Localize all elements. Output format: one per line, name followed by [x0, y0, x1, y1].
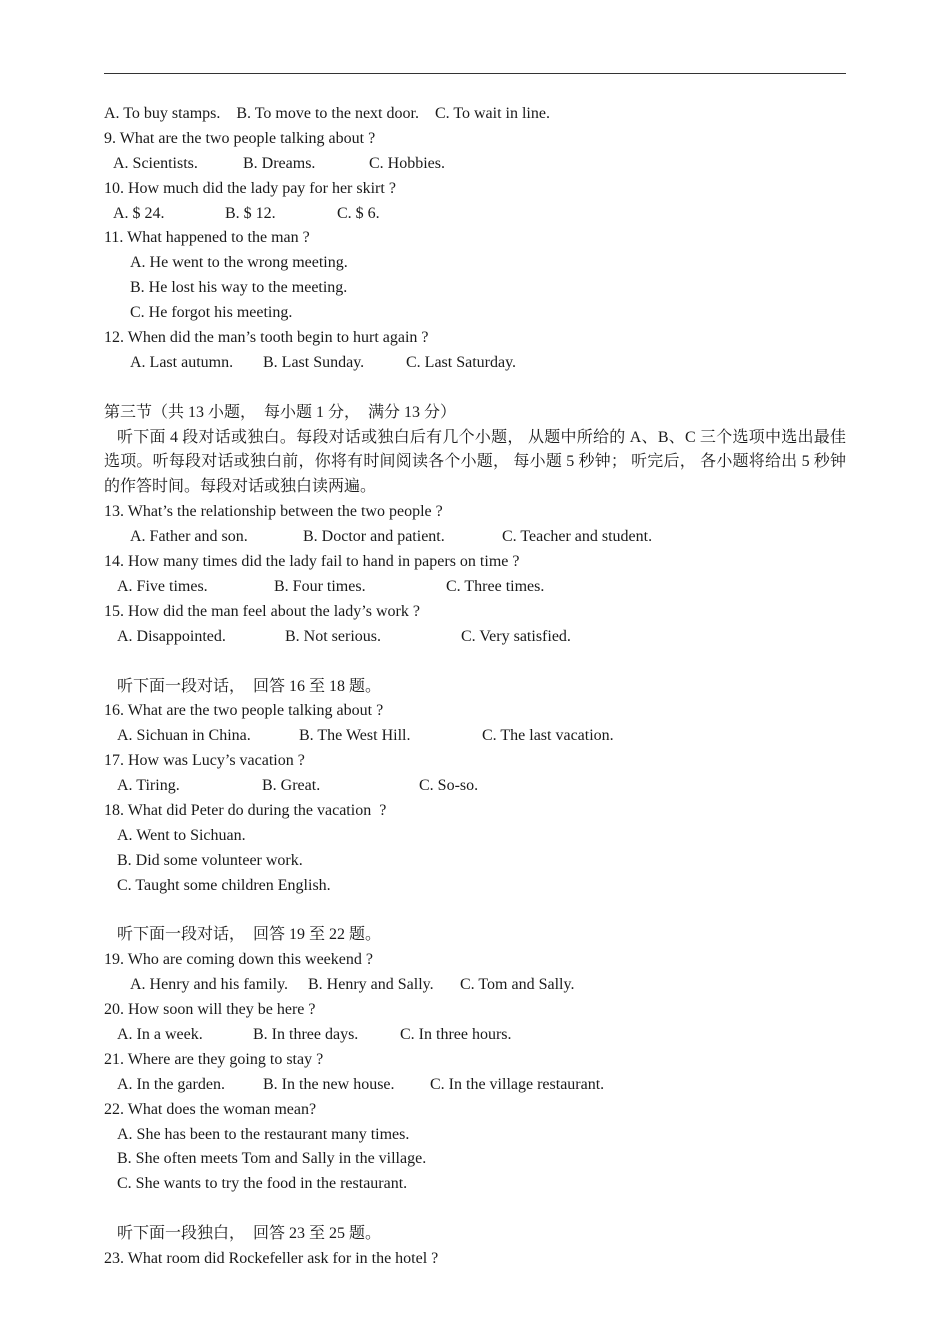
- option: B. She often meets Tom and Sally in the village.: [117, 1150, 427, 1168]
- option: B. In the new house.: [263, 1075, 395, 1093]
- option: C. The last vacation.: [482, 727, 614, 745]
- option: B. $ 12.: [225, 204, 276, 222]
- option: C. So-so.: [419, 777, 479, 795]
- option: C. She wants to try the food in the restaurant.: [117, 1175, 408, 1193]
- question-9: 9. What are the two people talking about ?: [104, 129, 376, 147]
- q16-options: [104, 724, 846, 749]
- option: A. Father and son.: [130, 528, 248, 546]
- option: A. Tiring.: [117, 777, 180, 795]
- section-3-instructions: 听下面 4 段对话或独白。每段对话或独白后有几个小题， 从题中所给的 A、B、C 三个选项中选出最佳选项。听每段对话或独白前，你将有时间阅读各个小题， 每小题 5 秒钟； 听完后， 各小题将给出 5 秒钟的作答时间。每段对话或独白读两遍。: [104, 428, 846, 496]
- option: C. $ 6.: [337, 204, 380, 222]
- option: C. In the village restaurant.: [430, 1075, 605, 1093]
- option: C. Hobbies.: [369, 154, 445, 172]
- option: A. $ 24.: [113, 204, 165, 222]
- q13-options: [104, 525, 846, 550]
- question-18: 18. What did Peter do during the vacation ?: [104, 801, 387, 819]
- q17-options: [104, 774, 846, 799]
- option: A. Henry and his family.: [130, 976, 289, 994]
- option: C. Taught some children English.: [117, 876, 331, 894]
- option: A. She has been to the restaurant many times.: [117, 1125, 410, 1143]
- option: C. Tom and Sally.: [460, 976, 575, 994]
- option: C. Three times.: [446, 577, 545, 595]
- option: C. Last Saturday.: [406, 353, 517, 371]
- option: B. Did some volunteer work.: [117, 851, 303, 869]
- option: A. Went to Sichuan.: [117, 826, 246, 844]
- question-20: 20. How soon will they be here ?: [104, 1001, 316, 1019]
- option: B. Last Sunday.: [263, 353, 365, 371]
- question-16: 16. What are the two people talking about ?: [104, 702, 384, 720]
- question-19: 19. Who are coming down this weekend ?: [104, 951, 373, 969]
- option: B. Great.: [262, 777, 321, 795]
- question-15: 15. How did the man feel about the lady’s work ?: [104, 602, 420, 620]
- option: B. In three days.: [253, 1026, 359, 1043]
- option: B. Not serious.: [285, 627, 381, 645]
- option: B. Henry and Sally.: [308, 976, 434, 994]
- option: B. Four times.: [274, 577, 366, 595]
- q21-options: [104, 1073, 846, 1098]
- q9-options: [104, 152, 846, 177]
- option: A. In a week.: [117, 1026, 203, 1043]
- option: A. He went to the wrong meeting.: [130, 254, 348, 272]
- question-14: 14. How many times did the lady fail to hand in papers on time ?: [104, 553, 520, 571]
- question-10: 10. How much did the lady pay for her skirt ?: [104, 179, 396, 197]
- option: C. Teacher and student.: [502, 528, 653, 546]
- question-11: 11. What happened to the man ?: [104, 229, 310, 247]
- q10-options: [104, 202, 846, 227]
- question-12: 12. When did the man’s tooth begin to hurt again ?: [104, 329, 429, 347]
- section-3-heading: 第三节（共 13 小题， 每小题 1 分， 满分 13 分）: [104, 403, 457, 421]
- question-23: 23. What room did Rockefeller ask for in the hotel ?: [104, 1250, 439, 1268]
- option: C. He forgot his meeting.: [130, 304, 293, 322]
- option: A. Scientists.: [113, 154, 198, 172]
- q15-options: [104, 625, 846, 650]
- q14-options: [104, 575, 846, 600]
- q20-options: [104, 1023, 846, 1048]
- option: B. The West Hill.: [299, 727, 411, 745]
- question-21: 21. Where are they going to stay ?: [104, 1050, 324, 1068]
- option: A. In the garden.: [117, 1075, 225, 1093]
- directions-16-18: 听下面一段对话， 回答 16 至 18 题。: [117, 677, 382, 695]
- option: A. Last autumn.: [130, 353, 234, 371]
- exam-page: [104, 102, 846, 1272]
- option: B. He lost his way to the meeting.: [130, 279, 348, 297]
- option: A. Disappointed.: [117, 627, 226, 645]
- option: C. Very satisfied.: [461, 627, 571, 645]
- option: C. In three hours.: [400, 1026, 512, 1043]
- question-22: 22. What does the woman mean?: [104, 1100, 317, 1118]
- directions-19-22: 听下面一段对话， 回答 19 至 22 题。: [117, 926, 382, 944]
- q19-options: [104, 973, 846, 998]
- q12-options: [104, 351, 846, 376]
- option: A. Sichuan in China.: [117, 727, 251, 745]
- q8-options: A. To buy stamps. B. To move to the next door. C. To wait in line.: [104, 105, 550, 122]
- question-17: 17. How was Lucy’s vacation ?: [104, 752, 305, 770]
- directions-23-25: 听下面一段独白， 回答 23 至 25 题。: [117, 1225, 382, 1243]
- option: B. Doctor and patient.: [303, 528, 445, 546]
- option: A. Five times.: [117, 577, 208, 595]
- header-rule: [104, 73, 846, 74]
- option: B. Dreams.: [243, 154, 316, 172]
- question-13: 13. What’s the relationship between the two people ?: [104, 503, 443, 521]
